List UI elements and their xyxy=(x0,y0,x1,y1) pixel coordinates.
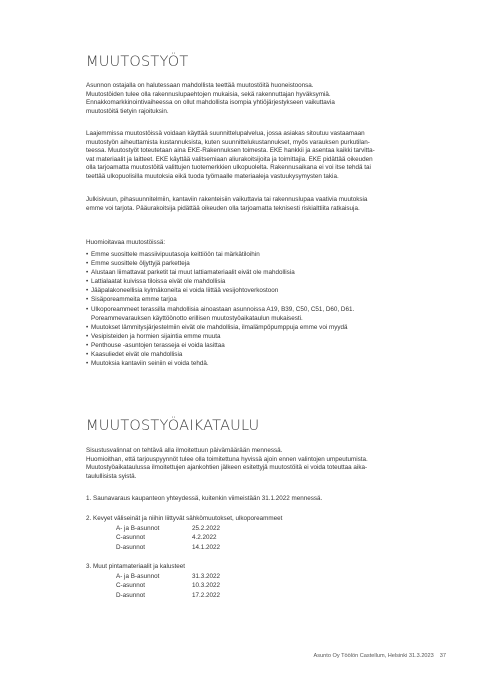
bullet: • xyxy=(86,341,89,349)
footer-text: Asunto Oy Töölön Castellum, Helsinki 31.3.2023 xyxy=(313,653,434,659)
row-label: C-asunnot xyxy=(116,534,146,542)
text-line: teettää ulkopuolisilla muutoksia eikä tuoda työmaalle materiaaleja vastuukysymysten takia. xyxy=(86,172,339,180)
schedule-intro-paragraph xyxy=(86,447,441,481)
restrictions-paragraph xyxy=(86,196,441,213)
notes-list xyxy=(86,250,446,368)
notes-list-item-text: Kaasuliedet eivät ole mahdollisia xyxy=(91,351,183,359)
text-line: Laajemmissa muutostöissä voidaan käyttää suunnittelupalvelua, jossa asiakas sitoutuu vastaamaan xyxy=(86,130,365,137)
bullet: • xyxy=(86,332,89,340)
schedule-item-title: 2. Kevyet väliseinät ja niihin liittyvät sähkömuutokset, ulkoporeammeet xyxy=(86,515,283,522)
notes-intro: Huomioitavaa muutostöissä: xyxy=(86,239,166,246)
schedule-row xyxy=(86,581,220,591)
bullet: • xyxy=(86,305,89,313)
notes-list-item-text: Sisäporeammeita emme tarjoa xyxy=(91,296,177,304)
notes-list-item-text: Emme suosittele massiivipuutasoja keittiöön tai märkätiloihin xyxy=(91,251,260,258)
bullet: • xyxy=(86,260,89,268)
notes-list-item-text: Ulkoporeammeet terassilla mahdollisia ainoastaan asunnoissa A19, B39, C50, C51, D60, D61. xyxy=(91,305,355,313)
notes-list-item xyxy=(86,359,446,368)
bullet: • xyxy=(86,351,89,359)
notes-list-item-text: Alustaan liimattavat parketit tai muut lattiamateriaalit eivät ole mahdollisia xyxy=(91,269,295,277)
bullet: • xyxy=(86,323,89,331)
notes-list-item-text: Emme suosittele öljyttyjä parketteja xyxy=(91,260,190,268)
notes-list-item xyxy=(86,350,446,359)
section-title-muutostyoaikataulu: MUUTOSTYÖAIKATAULU xyxy=(86,418,260,434)
text-line: taulullisista syistä. xyxy=(86,472,137,480)
notes-list-item-text: Poreammevarauksen käyttöönotto erillisen muutostyöaikataulun mukaisesti. xyxy=(91,314,303,322)
notes-list-item-text: Lattialaatat kuivissa tiloissa eivät ole mahdollisia xyxy=(91,278,226,286)
schedule-row xyxy=(86,591,220,601)
notes-list-item xyxy=(86,332,446,341)
text-line: Huomioithan, että tarjouspyynnöt tulee olla toimitettuna hyvissä ajoin ennen valintojen umpeutumista. xyxy=(86,455,368,463)
notes-list-item xyxy=(86,286,446,295)
row-label: C-asunnot xyxy=(116,582,146,590)
notes-list-item xyxy=(86,268,446,277)
notes-list-item xyxy=(86,259,446,268)
schedule-item-title: 3. Muut pintamateriaalit ja kalusteet xyxy=(86,563,186,570)
schedule-item-3 xyxy=(86,562,220,601)
row-label: A- ja B-asunnot xyxy=(116,572,160,580)
row-date: 17.2.2022 xyxy=(192,592,221,600)
schedule-item-1: 1. Saunavaraus kaupanteon yhteydessä, kuitenkin viimeistään 31.1.2022 mennessä. xyxy=(86,495,323,502)
notes-list-item xyxy=(86,323,446,332)
intro-paragraph xyxy=(86,82,441,116)
bullet: • xyxy=(86,296,89,304)
row-label: A- ja B-asunnot xyxy=(116,524,160,532)
row-date: 10.3.2022 xyxy=(192,582,221,590)
row-date: 14.1.2022 xyxy=(192,544,221,552)
text-line: emme voi tarjota. Pääurakoitsija pidättää oikeuden olla tarjoamatta teknisesti riskialttiita ratkaisuja. xyxy=(86,204,360,212)
page-footer xyxy=(314,653,446,659)
notes-list-item-text: Vesipisteiden ja hormien sijaintia emme muuta xyxy=(91,332,221,340)
schedule-row xyxy=(86,524,282,534)
bullet: • xyxy=(86,278,89,286)
schedule-item-2 xyxy=(86,514,282,553)
text-line: muutostöitä tietyin rajoituksin. xyxy=(86,107,169,115)
text-line: muutostyön aiheuttamista kustannuksista, kuten suunnittelukustannukset, myös varauksen purkutilan- xyxy=(86,138,370,146)
text-line: Muutostöiden tulee olla rakennuslupaehtojen mukaisia, sekä rakennuttajan hyväksymiä. xyxy=(86,90,331,98)
notes-list-item-text: Jääpalakoneellisia kylmäkoneita ei voida liittää vesijohtoverkostoon xyxy=(91,287,279,295)
text-line: Julkisivuun, pihasuunnitelmiin, kantaviin rakenteisiin vaikuttavia tai rakennuslupaa vaativia muutoksia xyxy=(86,196,368,203)
bullet: • xyxy=(86,360,89,368)
notes-list-item-text: Muutoksia kantaviin seiniin ei voida tehdä. xyxy=(91,360,209,368)
notes-list-item xyxy=(86,305,446,323)
notes-list-item xyxy=(86,341,446,350)
text-line: Muutostyöaikataulussa ilmoitettujen ajankohtien jälkeen esitettyjä muutostöitä ei voida toteuttaa aika- xyxy=(86,464,368,472)
page-number: 37 xyxy=(439,653,446,659)
notes-list-item xyxy=(86,295,446,304)
text-line: Sisustusvalinnat on tehtävä alla ilmoitettuun päivämäärään mennessä. xyxy=(86,447,283,454)
text-line: olla tarjoamatta muutostöitä valittujen tuotemerkkien ulkopuolelta. Rakennusaikana ei voi itse tehdä tai xyxy=(86,164,371,172)
section-title-muutostyot: MUUTOSTYÖT xyxy=(86,54,189,70)
bullet: • xyxy=(86,269,89,277)
notes-list-item-text: Muutokset lämmitysjärjestelmiin eivät ole mahdollisia, ilmalämpöpumppuja emme voi myydä xyxy=(91,323,348,331)
schedule-row xyxy=(86,572,220,582)
schedule-row xyxy=(86,533,282,543)
text-line: teessa. Muutostyöt toteutetaan aina EKE-Rakennuksen toimesta. EKE hankkii ja asentaa kaikki tarvitta- xyxy=(86,147,375,155)
services-paragraph xyxy=(86,130,441,182)
text-line: Asunnon ostajalla on halutessaan mahdollista teettää muutostöitä huoneistoonsa. xyxy=(86,82,314,89)
bullet: • xyxy=(86,251,89,258)
text-line: Ennakkomarkkinointivaiheessa on ollut mahdollista isompia yhtiöjärjestykseen vaikuttavia xyxy=(86,99,335,107)
notes-list-item-text: Penthouse -asuntojen terasseja ei voida lasittaa xyxy=(91,341,225,349)
row-label: D-asunnot xyxy=(116,544,146,552)
schedule-row xyxy=(86,543,282,553)
row-date: 31.3.2022 xyxy=(192,572,221,580)
text-line: vat materiaalit ja laitteet. EKE käyttää valitsemiaan aliurakoitsijoita ja toimittajia. EKE pidättää oikeuden xyxy=(86,155,373,163)
notes-list-item xyxy=(86,250,446,259)
bullet: • xyxy=(86,287,89,295)
row-date: 4.2.2022 xyxy=(192,534,217,542)
notes-list-item xyxy=(86,277,446,286)
row-date: 25.2.2022 xyxy=(192,524,221,532)
row-label: D-asunnot xyxy=(116,592,146,600)
